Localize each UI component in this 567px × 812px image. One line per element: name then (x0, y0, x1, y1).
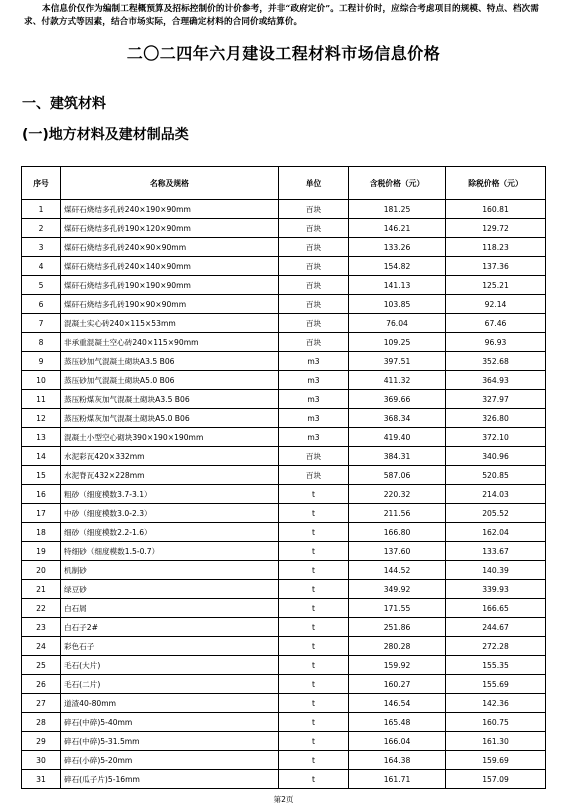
cell-unit: m3 (279, 390, 349, 409)
cell-index: 7 (22, 314, 61, 333)
cell-price-tax-incl: 181.25 (349, 200, 446, 219)
table-row (22, 504, 546, 523)
table-row (22, 314, 546, 333)
cell-name-spec: 彩色石子 (61, 637, 279, 656)
cell-price-tax-incl: 76.04 (349, 314, 446, 333)
cell-name-spec: 煤矸石烧结多孔砖240×90×90mm (61, 238, 279, 257)
table-row (22, 409, 546, 428)
cell-index: 11 (22, 390, 61, 409)
table-row (22, 333, 546, 352)
cell-index: 5 (22, 276, 61, 295)
cell-index: 8 (22, 333, 61, 352)
cell-index: 9 (22, 352, 61, 371)
cell-index: 10 (22, 371, 61, 390)
table-row (22, 694, 546, 713)
cell-name-spec: 毛石(大片) (61, 656, 279, 675)
header-price-tax-incl: 含税价格（元） (349, 167, 446, 200)
table-row (22, 485, 546, 504)
cell-price-tax-excl: 96.93 (446, 333, 546, 352)
cell-index: 6 (22, 295, 61, 314)
cell-index: 26 (22, 675, 61, 694)
cell-price-tax-excl: 364.93 (446, 371, 546, 390)
cell-price-tax-incl: 384.31 (349, 447, 446, 466)
cell-price-tax-incl: 164.38 (349, 751, 446, 770)
table-row (22, 447, 546, 466)
cell-index: 24 (22, 637, 61, 656)
cell-price-tax-excl: 92.14 (446, 295, 546, 314)
cell-name-spec: 蒸压砂加气混凝土砌块A5.0 B06 (61, 371, 279, 390)
cell-name-spec: 碎石(小碎)5-20mm (61, 751, 279, 770)
table-row (22, 675, 546, 694)
cell-name-spec: 中砂（细度模数3.0-2.3） (61, 504, 279, 523)
cell-unit: 百块 (279, 219, 349, 238)
cell-unit: m3 (279, 371, 349, 390)
cell-price-tax-excl: 372.10 (446, 428, 546, 447)
table-row (22, 352, 546, 371)
cell-price-tax-excl: 67.46 (446, 314, 546, 333)
cell-index: 29 (22, 732, 61, 751)
cell-unit: 百块 (279, 257, 349, 276)
cell-name-spec: 碎石(瓜子片)5-16mm (61, 770, 279, 789)
cell-price-tax-incl: 220.32 (349, 485, 446, 504)
cell-unit: t (279, 523, 349, 542)
subsection-heading: (一)地方材料及建材制品类 (22, 127, 189, 143)
cell-index: 13 (22, 428, 61, 447)
header-unit: 单位 (279, 167, 349, 200)
cell-name-spec: 蒸压砂加气混凝土砌块A3.5 B06 (61, 352, 279, 371)
cell-price-tax-incl: 144.52 (349, 561, 446, 580)
header-index: 序号 (22, 167, 61, 200)
table-row (22, 637, 546, 656)
table-row (22, 371, 546, 390)
cell-unit: t (279, 504, 349, 523)
cell-price-tax-incl: 211.56 (349, 504, 446, 523)
cell-price-tax-excl: 160.81 (446, 200, 546, 219)
cell-price-tax-excl: 520.85 (446, 466, 546, 485)
cell-index: 21 (22, 580, 61, 599)
cell-unit: t (279, 580, 349, 599)
cell-price-tax-excl: 272.28 (446, 637, 546, 656)
cell-index: 31 (22, 770, 61, 789)
cell-price-tax-incl: 280.28 (349, 637, 446, 656)
cell-name-spec: 蒸压粉煤灰加气混凝土砌块A5.0 B06 (61, 409, 279, 428)
cell-unit: t (279, 675, 349, 694)
section-heading: 一、建筑材料 (22, 96, 106, 112)
cell-price-tax-incl: 160.27 (349, 675, 446, 694)
table-row (22, 751, 546, 770)
cell-name-spec: 细砂（细度模数2.2-1.6） (61, 523, 279, 542)
cell-price-tax-incl: 137.60 (349, 542, 446, 561)
cell-index: 3 (22, 238, 61, 257)
table-row (22, 561, 546, 580)
table-row (22, 713, 546, 732)
cell-name-spec: 煤矸石烧结多孔砖190×120×90mm (61, 219, 279, 238)
cell-price-tax-excl: 142.36 (446, 694, 546, 713)
cell-price-tax-incl: 161.71 (349, 770, 446, 789)
cell-price-tax-excl: 118.23 (446, 238, 546, 257)
cell-index: 4 (22, 257, 61, 276)
cell-price-tax-incl: 251.86 (349, 618, 446, 637)
cell-index: 16 (22, 485, 61, 504)
cell-price-tax-excl: 161.30 (446, 732, 546, 751)
cell-unit: t (279, 561, 349, 580)
cell-price-tax-incl: 411.32 (349, 371, 446, 390)
table-row (22, 656, 546, 675)
cell-price-tax-excl: 327.97 (446, 390, 546, 409)
cell-name-spec: 特细砂（细度模数1.5-0.7） (61, 542, 279, 561)
cell-name-spec: 绿豆砂 (61, 580, 279, 599)
table-row (22, 428, 546, 447)
table-row (22, 732, 546, 751)
page-title: 二〇二四年六月建设工程材料市场信息价格 (126, 44, 441, 63)
table-row (22, 219, 546, 238)
cell-name-spec: 白石子2# (61, 618, 279, 637)
table-row (22, 200, 546, 219)
cell-name-spec: 毛石(二片) (61, 675, 279, 694)
cell-unit: 百块 (279, 200, 349, 219)
table-header-row (22, 167, 546, 200)
cell-price-tax-incl: 369.66 (349, 390, 446, 409)
table-row (22, 295, 546, 314)
cell-price-tax-excl: 214.03 (446, 485, 546, 504)
cell-price-tax-excl: 155.35 (446, 656, 546, 675)
cell-name-spec: 混凝土小型空心砌块390×190×190mm (61, 428, 279, 447)
cell-price-tax-excl: 157.09 (446, 770, 546, 789)
cell-index: 27 (22, 694, 61, 713)
cell-name-spec: 白石屑 (61, 599, 279, 618)
table-row (22, 542, 546, 561)
header-name-spec: 名称及规格 (61, 167, 279, 200)
cell-name-spec: 混凝土实心砖240×115×53mm (61, 314, 279, 333)
cell-unit: m3 (279, 409, 349, 428)
table-row (22, 523, 546, 542)
cell-price-tax-incl: 166.04 (349, 732, 446, 751)
cell-name-spec: 水泥彩瓦420×332mm (61, 447, 279, 466)
disclaimer-notice: 本信息价仅作为编制工程概预算及招标控制价的计价参考，并非“政府定价”。工程计价时，应综合考虑项目的规模、特点、档次需求、付款方式等因素，结合市场实际，合理确定材料的合同价或结算价。 (24, 4, 539, 27)
cell-price-tax-incl: 103.85 (349, 295, 446, 314)
table-row (22, 257, 546, 276)
cell-index: 22 (22, 599, 61, 618)
cell-index: 2 (22, 219, 61, 238)
cell-index: 20 (22, 561, 61, 580)
cell-price-tax-excl: 339.93 (446, 580, 546, 599)
cell-price-tax-incl: 587.06 (349, 466, 446, 485)
cell-price-tax-incl: 397.51 (349, 352, 446, 371)
cell-price-tax-excl: 160.75 (446, 713, 546, 732)
cell-name-spec: 煤矸石烧结多孔砖240×190×90mm (61, 200, 279, 219)
cell-unit: t (279, 542, 349, 561)
cell-price-tax-excl: 155.69 (446, 675, 546, 694)
cell-price-tax-incl: 141.13 (349, 276, 446, 295)
cell-price-tax-incl: 419.40 (349, 428, 446, 447)
cell-index: 14 (22, 447, 61, 466)
cell-name-spec: 非承重混凝土空心砖240×115×90mm (61, 333, 279, 352)
cell-name-spec: 蒸压粉煤灰加气混凝土砌块A3.5 B06 (61, 390, 279, 409)
cell-name-spec: 碎石(中碎)5-40mm (61, 713, 279, 732)
cell-unit: m3 (279, 428, 349, 447)
cell-price-tax-incl: 109.25 (349, 333, 446, 352)
cell-price-tax-incl: 171.55 (349, 599, 446, 618)
price-table (21, 166, 546, 789)
cell-price-tax-excl: 205.52 (446, 504, 546, 523)
cell-price-tax-incl: 368.34 (349, 409, 446, 428)
cell-name-spec: 煤矸石烧结多孔砖240×140×90mm (61, 257, 279, 276)
table-row (22, 580, 546, 599)
cell-price-tax-incl: 146.54 (349, 694, 446, 713)
cell-unit: t (279, 599, 349, 618)
cell-unit: 百块 (279, 238, 349, 257)
cell-price-tax-incl: 154.82 (349, 257, 446, 276)
cell-index: 15 (22, 466, 61, 485)
cell-price-tax-excl: 137.36 (446, 257, 546, 276)
cell-price-tax-excl: 244.67 (446, 618, 546, 637)
cell-price-tax-incl: 159.92 (349, 656, 446, 675)
cell-name-spec: 道渣40-80mm (61, 694, 279, 713)
cell-unit: t (279, 485, 349, 504)
cell-index: 18 (22, 523, 61, 542)
cell-index: 25 (22, 656, 61, 675)
table-row (22, 276, 546, 295)
table-row (22, 390, 546, 409)
cell-index: 23 (22, 618, 61, 637)
cell-unit: 百块 (279, 295, 349, 314)
cell-index: 1 (22, 200, 61, 219)
cell-index: 28 (22, 713, 61, 732)
cell-unit: 百块 (279, 466, 349, 485)
table-row (22, 599, 546, 618)
cell-index: 30 (22, 751, 61, 770)
cell-name-spec: 煤矸石烧结多孔砖190×190×90mm (61, 276, 279, 295)
cell-index: 12 (22, 409, 61, 428)
cell-unit: t (279, 637, 349, 656)
cell-price-tax-excl: 352.68 (446, 352, 546, 371)
cell-unit: t (279, 770, 349, 789)
table-row (22, 238, 546, 257)
cell-unit: 百块 (279, 333, 349, 352)
cell-price-tax-excl: 340.96 (446, 447, 546, 466)
cell-unit: 百块 (279, 276, 349, 295)
cell-unit: t (279, 694, 349, 713)
cell-price-tax-incl: 349.92 (349, 580, 446, 599)
cell-price-tax-excl: 326.80 (446, 409, 546, 428)
cell-price-tax-incl: 166.80 (349, 523, 446, 542)
cell-name-spec: 碎石(中碎)5-31.5mm (61, 732, 279, 751)
cell-name-spec: 水泥脊瓦432×228mm (61, 466, 279, 485)
cell-unit: t (279, 713, 349, 732)
cell-index: 19 (22, 542, 61, 561)
cell-name-spec: 机制砂 (61, 561, 279, 580)
cell-price-tax-excl: 125.21 (446, 276, 546, 295)
cell-unit: t (279, 618, 349, 637)
cell-price-tax-excl: 159.69 (446, 751, 546, 770)
cell-price-tax-excl: 133.67 (446, 542, 546, 561)
cell-price-tax-excl: 166.65 (446, 599, 546, 618)
cell-unit: t (279, 656, 349, 675)
cell-index: 17 (22, 504, 61, 523)
cell-name-spec: 煤矸石烧结多孔砖190×90×90mm (61, 295, 279, 314)
cell-unit: 百块 (279, 314, 349, 333)
cell-unit: m3 (279, 352, 349, 371)
table-body (22, 200, 546, 789)
table-row (22, 466, 546, 485)
cell-unit: t (279, 751, 349, 770)
page-number: 第2页 (273, 795, 294, 804)
table-row (22, 618, 546, 637)
cell-price-tax-excl: 140.39 (446, 561, 546, 580)
cell-name-spec: 粗砂（细度模数3.7-3.1） (61, 485, 279, 504)
cell-price-tax-excl: 129.72 (446, 219, 546, 238)
header-price-tax-excl: 除税价格（元） (446, 167, 546, 200)
table-row (22, 770, 546, 789)
cell-unit: t (279, 732, 349, 751)
cell-price-tax-incl: 146.21 (349, 219, 446, 238)
cell-unit: 百块 (279, 447, 349, 466)
cell-price-tax-incl: 165.48 (349, 713, 446, 732)
cell-price-tax-excl: 162.04 (446, 523, 546, 542)
cell-price-tax-incl: 133.26 (349, 238, 446, 257)
